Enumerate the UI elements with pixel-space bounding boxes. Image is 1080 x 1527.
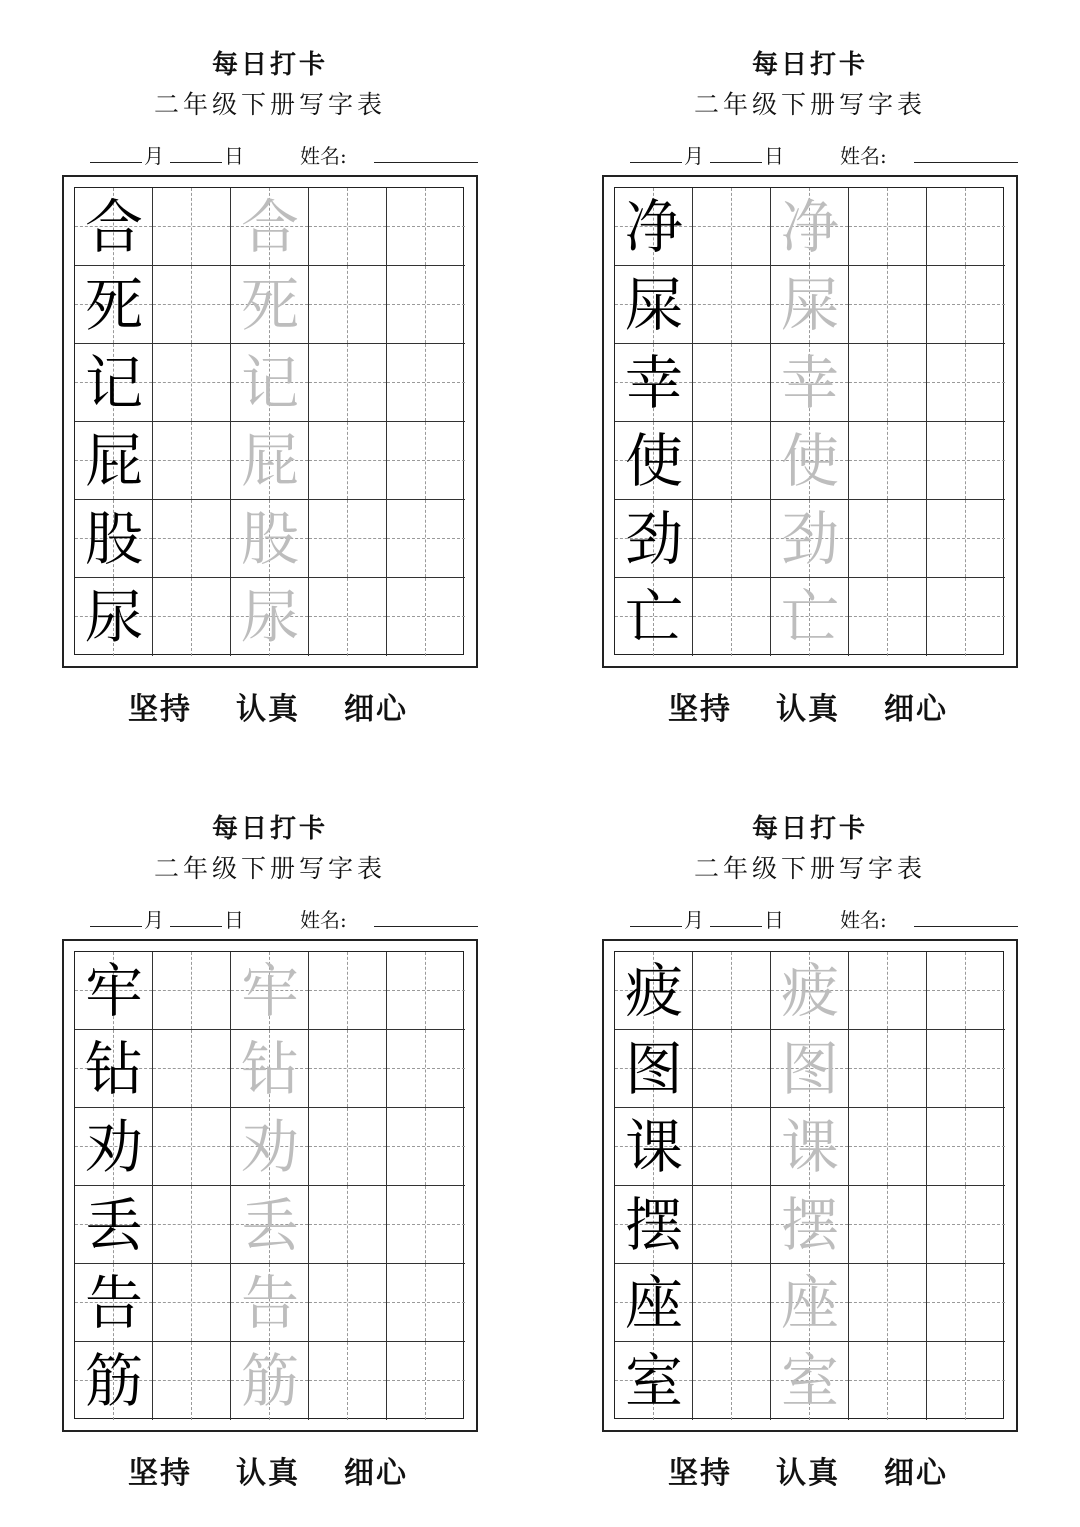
name-blank[interactable]: [914, 904, 1018, 927]
month-label: 月: [684, 144, 704, 168]
worksheet-card: [0, 764, 540, 1527]
practice-cell[interactable]: [153, 952, 231, 1030]
trace-cell[interactable]: [231, 188, 309, 266]
practice-cell[interactable]: [693, 266, 771, 344]
trace-character: 股: [240, 505, 299, 573]
practice-cell[interactable]: [693, 578, 771, 656]
motto-attentive: 细心: [344, 692, 408, 727]
trace-character: 幸: [780, 349, 839, 417]
practice-cell[interactable]: [387, 188, 465, 266]
motto-persist: 坚持: [128, 1456, 192, 1491]
practice-cell[interactable]: [153, 422, 231, 500]
date-name-row: [90, 140, 490, 166]
card-title: 每日打卡: [211, 50, 328, 80]
trace-cell[interactable]: [771, 188, 849, 266]
practice-cell[interactable]: [387, 1264, 465, 1342]
practice-cell[interactable]: [387, 1030, 465, 1108]
model-cell: [615, 422, 693, 500]
model-character: 丢: [84, 1191, 143, 1259]
model-character: 净: [624, 193, 683, 261]
trace-cell[interactable]: [231, 1186, 309, 1264]
practice-cell[interactable]: [153, 1342, 231, 1420]
model-character: 告: [84, 1269, 143, 1337]
trace-cell[interactable]: [771, 578, 849, 656]
month-blank[interactable]: [90, 904, 142, 927]
practice-cell[interactable]: [927, 952, 1005, 1030]
practice-cell[interactable]: [153, 578, 231, 656]
day-blank[interactable]: [170, 904, 222, 927]
name-label: 姓名:: [300, 144, 347, 168]
model-character: 疲: [624, 957, 683, 1025]
trace-character: 屁: [240, 427, 299, 495]
trace-cell[interactable]: [231, 422, 309, 500]
practice-cell[interactable]: [309, 1030, 387, 1108]
trace-character: 使: [780, 427, 839, 495]
worksheet-card: [0, 0, 540, 763]
model-cell: [615, 344, 693, 422]
trace-character: 尿: [240, 583, 299, 651]
motto-persist: 坚持: [128, 692, 192, 727]
model-character: 图: [624, 1035, 683, 1103]
motto-careful: 认真: [776, 692, 840, 727]
model-character: 合: [84, 193, 143, 261]
model-cell: [75, 1108, 153, 1186]
practice-cell[interactable]: [849, 1030, 927, 1108]
day-blank[interactable]: [710, 904, 762, 927]
trace-cell[interactable]: [231, 500, 309, 578]
model-character: 亡: [624, 583, 683, 651]
practice-cell[interactable]: [387, 422, 465, 500]
model-cell: [615, 1264, 693, 1342]
practice-cell[interactable]: [693, 344, 771, 422]
motto-attentive: 细心: [344, 1456, 408, 1491]
practice-cell[interactable]: [309, 1264, 387, 1342]
model-cell: [75, 422, 153, 500]
card-title: 每日打卡: [751, 50, 868, 80]
day-label: 日: [224, 908, 244, 932]
motto-row: [540, 684, 1080, 727]
day-label: 日: [224, 144, 244, 168]
model-cell: [75, 1264, 153, 1342]
day-blank[interactable]: [170, 140, 222, 163]
practice-cell[interactable]: [153, 1186, 231, 1264]
motto-row: [540, 1448, 1080, 1491]
practice-cell[interactable]: [153, 188, 231, 266]
model-character: 摆: [624, 1191, 683, 1259]
model-cell: [615, 1186, 693, 1264]
trace-character: 课: [780, 1113, 839, 1181]
motto-careful: 认真: [236, 692, 300, 727]
model-cell: [75, 344, 153, 422]
writing-frame: [602, 175, 1018, 668]
motto-persist: 坚持: [668, 1456, 732, 1491]
practice-cell[interactable]: [309, 1186, 387, 1264]
name-blank[interactable]: [374, 904, 478, 927]
writing-grid: [614, 187, 1004, 655]
model-cell: [615, 578, 693, 656]
trace-character: 记: [240, 349, 299, 417]
practice-cell[interactable]: [927, 1030, 1005, 1108]
model-character: 劝: [84, 1113, 143, 1181]
trace-cell[interactable]: [231, 1264, 309, 1342]
practice-cell[interactable]: [153, 344, 231, 422]
writing-frame: [62, 175, 478, 668]
trace-cell[interactable]: [231, 578, 309, 656]
trace-cell[interactable]: [771, 1186, 849, 1264]
motto-careful: 认真: [776, 1456, 840, 1491]
card-subtitle: 二年级下册写字表: [153, 90, 386, 119]
practice-cell[interactable]: [387, 1108, 465, 1186]
trace-character: 劝: [240, 1113, 299, 1181]
trace-cell[interactable]: [231, 1030, 309, 1108]
model-character: 座: [624, 1269, 683, 1337]
date-name-row: [90, 904, 490, 930]
practice-cell[interactable]: [693, 1342, 771, 1420]
practice-cell[interactable]: [693, 500, 771, 578]
model-character: 尿: [84, 583, 143, 651]
trace-character: 筋: [240, 1347, 299, 1415]
trace-cell[interactable]: [231, 266, 309, 344]
day-blank[interactable]: [710, 140, 762, 163]
model-character: 股: [84, 505, 143, 573]
practice-cell[interactable]: [693, 1030, 771, 1108]
practice-cell[interactable]: [309, 1108, 387, 1186]
trace-cell[interactable]: [771, 1264, 849, 1342]
practice-cell[interactable]: [153, 266, 231, 344]
trace-character: 室: [780, 1347, 839, 1415]
name-label: 姓名:: [840, 144, 887, 168]
motto-attentive: 细心: [884, 692, 948, 727]
writing-frame: [62, 939, 478, 1432]
practice-cell[interactable]: [849, 578, 927, 656]
month-label: 月: [144, 908, 164, 932]
trace-character: 图: [780, 1035, 839, 1103]
model-character: 牢: [84, 957, 143, 1025]
practice-cell[interactable]: [309, 500, 387, 578]
model-cell: [75, 500, 153, 578]
trace-cell[interactable]: [771, 952, 849, 1030]
trace-character: 摆: [780, 1191, 839, 1259]
date-name-row: [630, 140, 1030, 166]
model-character: 室: [624, 1347, 683, 1415]
month-blank[interactable]: [90, 140, 142, 163]
name-label: 姓名:: [300, 908, 347, 932]
practice-cell[interactable]: [387, 1342, 465, 1420]
month-blank[interactable]: [630, 904, 682, 927]
practice-cell[interactable]: [849, 344, 927, 422]
practice-cell[interactable]: [153, 500, 231, 578]
practice-cell[interactable]: [927, 188, 1005, 266]
worksheet-card: [540, 0, 1080, 763]
trace-character: 告: [240, 1269, 299, 1337]
practice-cell[interactable]: [927, 1342, 1005, 1420]
model-cell: [75, 952, 153, 1030]
practice-cell[interactable]: [849, 422, 927, 500]
date-name-row: [630, 904, 1030, 930]
writing-frame: [602, 939, 1018, 1432]
practice-cell[interactable]: [153, 1264, 231, 1342]
practice-cell[interactable]: [849, 266, 927, 344]
model-cell: [615, 1108, 693, 1186]
practice-cell[interactable]: [309, 422, 387, 500]
card-title: 每日打卡: [211, 814, 328, 844]
trace-cell[interactable]: [231, 1342, 309, 1420]
card-subtitle: 二年级下册写字表: [693, 90, 926, 119]
writing-grid: [614, 951, 1004, 1419]
model-character: 记: [84, 349, 143, 417]
practice-cell[interactable]: [387, 500, 465, 578]
model-cell: [75, 578, 153, 656]
practice-cell[interactable]: [309, 266, 387, 344]
practice-cell[interactable]: [387, 344, 465, 422]
practice-cell[interactable]: [849, 1186, 927, 1264]
practice-cell[interactable]: [693, 1264, 771, 1342]
trace-character: 座: [780, 1269, 839, 1337]
model-cell: [615, 1342, 693, 1420]
model-cell: [75, 266, 153, 344]
model-character: 幸: [624, 349, 683, 417]
practice-cell[interactable]: [849, 1264, 927, 1342]
trace-character: 钻: [240, 1035, 299, 1103]
practice-cell[interactable]: [387, 952, 465, 1030]
model-cell: [615, 188, 693, 266]
model-character: 屁: [84, 427, 143, 495]
model-cell: [75, 188, 153, 266]
worksheet-card: [540, 764, 1080, 1527]
trace-character: 疲: [780, 957, 839, 1025]
practice-cell[interactable]: [927, 1264, 1005, 1342]
name-label: 姓名:: [840, 908, 887, 932]
trace-cell[interactable]: [771, 266, 849, 344]
practice-cell[interactable]: [309, 1342, 387, 1420]
motto-careful: 认真: [236, 1456, 300, 1491]
trace-character: 丢: [240, 1191, 299, 1259]
practice-cell[interactable]: [309, 952, 387, 1030]
practice-cell[interactable]: [693, 1186, 771, 1264]
model-character: 死: [84, 271, 143, 339]
motto-row: [0, 1448, 540, 1491]
practice-cell[interactable]: [849, 1342, 927, 1420]
trace-cell[interactable]: [771, 1342, 849, 1420]
trace-character: 合: [240, 193, 299, 261]
trace-character: 净: [780, 193, 839, 261]
practice-cell[interactable]: [927, 1108, 1005, 1186]
trace-character: 死: [240, 271, 299, 339]
practice-cell[interactable]: [927, 422, 1005, 500]
practice-cell[interactable]: [849, 952, 927, 1030]
practice-cell[interactable]: [309, 188, 387, 266]
practice-cell[interactable]: [927, 578, 1005, 656]
practice-cell[interactable]: [153, 1108, 231, 1186]
trace-cell[interactable]: [231, 344, 309, 422]
motto-row: [0, 684, 540, 727]
writing-grid: [74, 187, 464, 655]
practice-cell[interactable]: [927, 1186, 1005, 1264]
trace-character: 屎: [780, 271, 839, 339]
card-subtitle: 二年级下册写字表: [693, 854, 926, 883]
model-character: 屎: [624, 271, 683, 339]
practice-cell[interactable]: [309, 578, 387, 656]
motto-persist: 坚持: [668, 692, 732, 727]
model-cell: [615, 500, 693, 578]
card-title: 每日打卡: [751, 814, 868, 844]
trace-cell[interactable]: [771, 1108, 849, 1186]
day-label: 日: [764, 144, 784, 168]
month-blank[interactable]: [630, 140, 682, 163]
month-label: 月: [144, 144, 164, 168]
trace-character: 亡: [780, 583, 839, 651]
motto-attentive: 细心: [884, 1456, 948, 1491]
practice-cell[interactable]: [927, 500, 1005, 578]
model-character: 劲: [624, 505, 683, 573]
practice-cell[interactable]: [927, 266, 1005, 344]
writing-grid: [74, 951, 464, 1419]
name-blank[interactable]: [374, 140, 478, 163]
model-cell: [75, 1186, 153, 1264]
practice-cell[interactable]: [387, 578, 465, 656]
trace-character: 牢: [240, 957, 299, 1025]
trace-cell[interactable]: [771, 422, 849, 500]
trace-cell[interactable]: [231, 952, 309, 1030]
practice-cell[interactable]: [693, 188, 771, 266]
model-character: 筋: [84, 1347, 143, 1415]
name-blank[interactable]: [914, 140, 1018, 163]
model-cell: [615, 266, 693, 344]
practice-cell[interactable]: [153, 1030, 231, 1108]
model-cell: [75, 1342, 153, 1420]
practice-cell[interactable]: [849, 1108, 927, 1186]
trace-cell[interactable]: [771, 500, 849, 578]
day-label: 日: [764, 908, 784, 932]
trace-cell[interactable]: [231, 1108, 309, 1186]
model-cell: [615, 952, 693, 1030]
model-cell: [75, 1030, 153, 1108]
practice-cell[interactable]: [849, 500, 927, 578]
practice-cell[interactable]: [849, 188, 927, 266]
model-character: 使: [624, 427, 683, 495]
model-character: 课: [624, 1113, 683, 1181]
practice-cell[interactable]: [927, 344, 1005, 422]
practice-cell[interactable]: [693, 422, 771, 500]
card-subtitle: 二年级下册写字表: [153, 854, 386, 883]
trace-cell[interactable]: [771, 344, 849, 422]
practice-cell[interactable]: [387, 1186, 465, 1264]
practice-cell[interactable]: [693, 1108, 771, 1186]
trace-character: 劲: [780, 505, 839, 573]
practice-cell[interactable]: [387, 266, 465, 344]
practice-cell[interactable]: [309, 344, 387, 422]
month-label: 月: [684, 908, 704, 932]
practice-cell[interactable]: [693, 952, 771, 1030]
model-cell: [615, 1030, 693, 1108]
trace-cell[interactable]: [771, 1030, 849, 1108]
model-character: 钻: [84, 1035, 143, 1103]
